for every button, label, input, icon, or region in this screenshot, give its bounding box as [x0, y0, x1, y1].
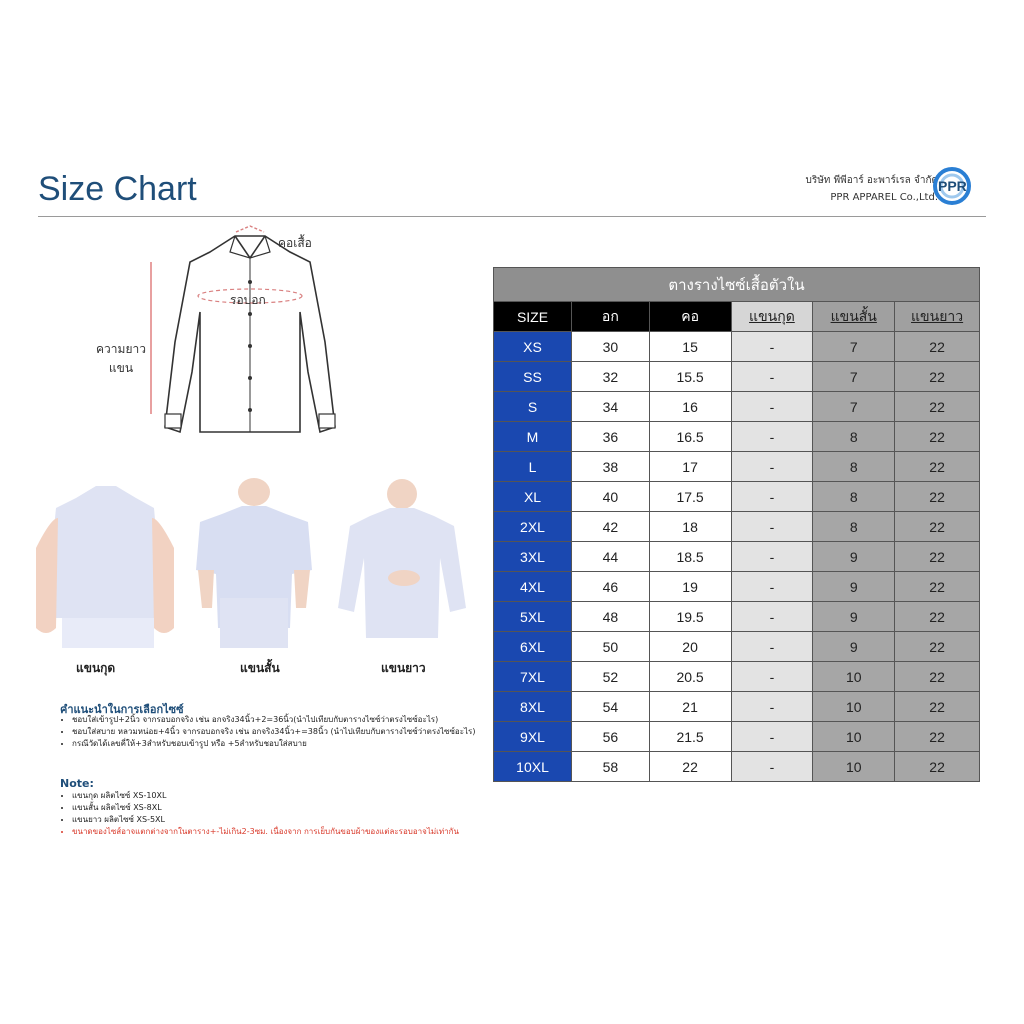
cell-chest: 54	[572, 692, 650, 722]
cell-long-sleeve: 22	[895, 332, 980, 362]
note-item: • แขนกุด ผลิตไซซ์ XS-10XL	[72, 790, 502, 802]
cell-chest: 40	[572, 482, 650, 512]
header-collar: คอ	[649, 302, 731, 332]
cell-size: XL	[494, 482, 572, 512]
table-row	[494, 422, 980, 452]
cell-size: L	[494, 452, 572, 482]
cell-short-sleeve: 7	[813, 362, 895, 392]
cell-sleeveless: -	[731, 722, 813, 752]
cell-chest: 52	[572, 662, 650, 692]
note-warning: • ขนาดของไซส์อาจแตกต่างจากในตาราง+-ไม่เกิน2-3ซม. เนื่องจาก การเย็บกันขอบผ้าของแต่ละรอบอาจไม่เท่ากัน	[72, 826, 502, 838]
cell-short-sleeve: 8	[813, 512, 895, 542]
cell-size: M	[494, 422, 572, 452]
tips-heading: คำแนะนำในการเลือกไซซ์	[60, 703, 184, 716]
sleeveless-caption: แขนกุด	[76, 661, 116, 675]
table-row	[494, 482, 980, 512]
table-row	[494, 332, 980, 362]
cell-short-sleeve: 9	[813, 572, 895, 602]
company-name	[805, 172, 938, 206]
cell-sleeveless: -	[731, 692, 813, 722]
cell-sleeveless: -	[731, 542, 813, 572]
cell-size: S	[494, 392, 572, 422]
cell-size: 7XL	[494, 662, 572, 692]
cell-short-sleeve: 10	[813, 662, 895, 692]
cell-collar: 18	[649, 512, 731, 542]
shirt-diagram	[150, 222, 350, 444]
tips-list	[60, 714, 492, 750]
cell-chest: 38	[572, 452, 650, 482]
cell-collar: 17.5	[649, 482, 731, 512]
cell-sleeveless: -	[731, 512, 813, 542]
cell-chest: 56	[572, 722, 650, 752]
table-row	[494, 752, 980, 782]
header-size: SIZE	[494, 302, 572, 332]
cell-short-sleeve: 9	[813, 632, 895, 662]
company-name-english: PPR APPAREL Co.,Ltd.	[830, 192, 938, 203]
cell-collar: 18.5	[649, 542, 731, 572]
note-item: • แขนสั้น ผลิตไซซ์ XS-8XL	[72, 802, 502, 814]
long-sleeve-caption: แขนยาว	[381, 661, 426, 675]
header-sleeveless: แขนกุด	[731, 302, 813, 332]
size-table	[493, 267, 980, 782]
notes-list	[60, 790, 502, 838]
table-row	[494, 722, 980, 752]
long-sleeve-shirt-photo	[334, 478, 470, 648]
cell-collar: 21.5	[649, 722, 731, 752]
chest-label: รอบอก	[230, 293, 266, 307]
cell-long-sleeve: 22	[895, 632, 980, 662]
cell-long-sleeve: 22	[895, 362, 980, 392]
cell-short-sleeve: 7	[813, 332, 895, 362]
sleeve-length-label: ความยาว แขน	[96, 342, 146, 375]
cell-collar: 15.5	[649, 362, 731, 392]
cell-chest: 44	[572, 542, 650, 572]
logo-text: PPR	[938, 178, 967, 194]
cell-short-sleeve: 8	[813, 452, 895, 482]
cell-chest: 34	[572, 392, 650, 422]
cell-collar: 22	[649, 752, 731, 782]
cell-size: 6XL	[494, 632, 572, 662]
cell-chest: 30	[572, 332, 650, 362]
table-caption: ตางรางไซซ์เสื้อตัวใน	[494, 268, 980, 302]
header-chest: อก	[572, 302, 650, 332]
cell-sleeveless: -	[731, 632, 813, 662]
cell-long-sleeve: 22	[895, 752, 980, 782]
cell-long-sleeve: 22	[895, 572, 980, 602]
header-divider	[38, 216, 986, 217]
cell-sleeveless: -	[731, 392, 813, 422]
cell-sleeveless: -	[731, 572, 813, 602]
cell-size: 10XL	[494, 752, 572, 782]
page-title: Size Chart	[38, 170, 197, 208]
cell-sleeveless: -	[731, 662, 813, 692]
cell-sleeveless: -	[731, 332, 813, 362]
cell-long-sleeve: 22	[895, 512, 980, 542]
table-row	[494, 692, 980, 722]
table-header-row	[494, 302, 980, 332]
company-logo	[932, 166, 984, 206]
note-item: • แขนยาว ผลิตไซซ์ XS-5XL	[72, 814, 502, 826]
cell-collar: 20	[649, 632, 731, 662]
table-body	[494, 332, 980, 782]
cell-collar: 15	[649, 332, 731, 362]
note-heading: Note:	[60, 777, 94, 790]
cell-short-sleeve: 9	[813, 602, 895, 632]
cell-long-sleeve: 22	[895, 602, 980, 632]
cell-short-sleeve: 8	[813, 482, 895, 512]
cell-sleeveless: -	[731, 362, 813, 392]
tip-item: • ชอบใส่เข้ารูป+2นิ้ว จากรอบอกจริง เช่น อกจริง34นิ้ว+2=36นิ้ว(นำไปเทียบกับตารางไซซ์ว่าตรงไซซ์อะไร)	[72, 714, 492, 726]
cell-long-sleeve: 22	[895, 662, 980, 692]
cell-chest: 48	[572, 602, 650, 632]
tip-item: • ชอบใส่สบาย หลวมหน่อย+4นิ้ว จากรอบอกจริง เช่น อกจริง34นิ้ว+=38นิ้ว (นำไปเทียบกับตารางไซซ์ว่าตรงไซซ์อะไร)	[72, 726, 492, 738]
cell-size: 9XL	[494, 722, 572, 752]
cell-size: 8XL	[494, 692, 572, 722]
cell-collar: 17	[649, 452, 731, 482]
table-row	[494, 542, 980, 572]
short-sleeve-shirt-photo	[192, 478, 316, 648]
short-sleeve-caption: แขนสั้น	[240, 661, 280, 675]
header-long-sleeve: แขนยาว	[895, 302, 980, 332]
cell-collar: 20.5	[649, 662, 731, 692]
cell-collar: 21	[649, 692, 731, 722]
table-row	[494, 662, 980, 692]
cell-long-sleeve: 22	[895, 452, 980, 482]
table-row	[494, 602, 980, 632]
cell-long-sleeve: 22	[895, 722, 980, 752]
cell-sleeveless: -	[731, 422, 813, 452]
table-row	[494, 452, 980, 482]
table-row	[494, 632, 980, 662]
tip-item: • กรณีวัดได้เลขคี่ให้+3สำหรับชอบเข้ารูป หรือ +5สำหรับชอบใส่สบาย	[72, 738, 492, 750]
cell-chest: 36	[572, 422, 650, 452]
cell-collar: 19	[649, 572, 731, 602]
cell-short-sleeve: 10	[813, 752, 895, 782]
cell-size: 4XL	[494, 572, 572, 602]
cell-chest: 42	[572, 512, 650, 542]
cell-sleeveless: -	[731, 452, 813, 482]
cell-long-sleeve: 22	[895, 692, 980, 722]
cell-long-sleeve: 22	[895, 482, 980, 512]
table-row	[494, 392, 980, 422]
cell-size: SS	[494, 362, 572, 392]
cell-size: 2XL	[494, 512, 572, 542]
cell-sleeveless: -	[731, 602, 813, 632]
cell-size: XS	[494, 332, 572, 362]
cell-chest: 50	[572, 632, 650, 662]
cell-short-sleeve: 8	[813, 422, 895, 452]
cell-long-sleeve: 22	[895, 392, 980, 422]
cell-chest: 32	[572, 362, 650, 392]
cell-collar: 19.5	[649, 602, 731, 632]
header-short-sleeve: แขนสั้น	[813, 302, 895, 332]
cell-long-sleeve: 22	[895, 422, 980, 452]
collar-label: คอเสื้อ	[278, 236, 312, 250]
sleeveless-shirt-photo	[36, 478, 174, 648]
company-name-thai: บริษัท พีพีอาร์ อะพาร์เรล จำกัด	[805, 175, 938, 186]
cell-chest: 46	[572, 572, 650, 602]
cell-long-sleeve: 22	[895, 542, 980, 572]
cell-size: 5XL	[494, 602, 572, 632]
cell-chest: 58	[572, 752, 650, 782]
table-row	[494, 512, 980, 542]
table-row	[494, 572, 980, 602]
cell-sleeveless: -	[731, 752, 813, 782]
cell-short-sleeve: 7	[813, 392, 895, 422]
cell-collar: 16.5	[649, 422, 731, 452]
cell-short-sleeve: 10	[813, 692, 895, 722]
cell-short-sleeve: 10	[813, 722, 895, 752]
cell-collar: 16	[649, 392, 731, 422]
cell-short-sleeve: 9	[813, 542, 895, 572]
cell-sleeveless: -	[731, 482, 813, 512]
cell-size: 3XL	[494, 542, 572, 572]
table-row	[494, 362, 980, 392]
